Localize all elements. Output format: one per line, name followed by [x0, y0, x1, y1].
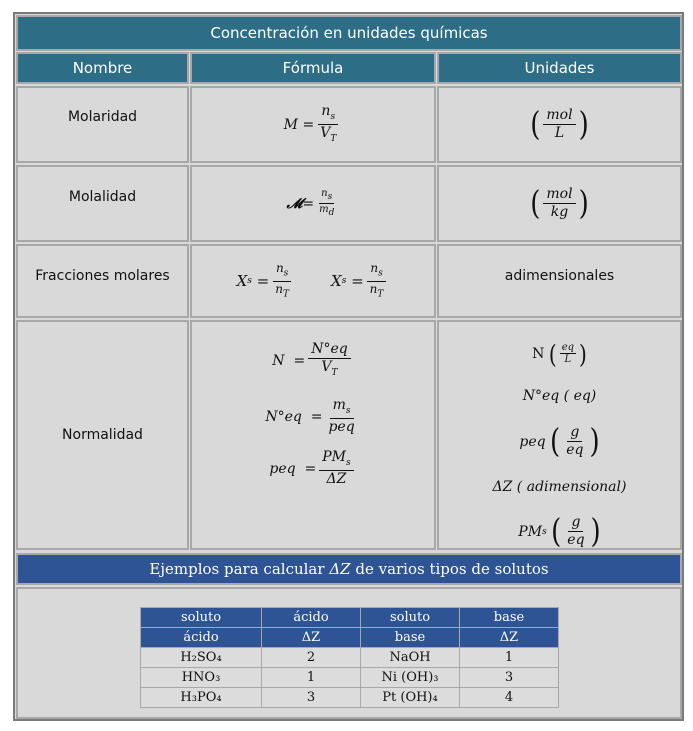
row-molalidad-name: [16, 165, 189, 242]
normalidad-f2-fraction: [325, 398, 357, 435]
row-normalidad-units: [437, 320, 682, 550]
row-fracciones-units: [437, 244, 682, 318]
table-row: [141, 688, 559, 708]
examples-h1-c2: soluto: [361, 608, 460, 628]
molaridad-label: Molaridad: [67, 109, 138, 125]
examples-h2-c3: ΔZ: [460, 628, 559, 648]
row-normalidad-name: [16, 320, 189, 550]
header-unidades: [437, 52, 682, 84]
normalidad-u3-lhs: peq: [519, 433, 546, 450]
table-cell: HNO₃: [141, 668, 262, 688]
normalidad-u1-den: L: [564, 354, 572, 365]
table-cell: 1: [262, 668, 361, 688]
table-cell: NaOH: [361, 648, 460, 668]
normalidad-formula-1: N = $\frac{N^\circ eq}{V_T}$: [272, 342, 353, 379]
normalidad-f2-num-sub: s: [345, 405, 351, 416]
normalidad-f1-den-sub: T: [331, 368, 338, 379]
examples-h1-c0: soluto: [141, 608, 262, 628]
normalidad-f1-fraction: [308, 342, 351, 379]
table-cell: Pt (OH)₄: [361, 688, 460, 708]
molalidad-num: n: [321, 188, 328, 200]
molalidad-den-sub: d: [328, 208, 335, 218]
molaridad-unit-den: L: [554, 125, 565, 141]
molaridad-den-sub: T: [330, 133, 337, 144]
table-cell: 2: [262, 648, 361, 668]
table-cell: 3: [262, 688, 361, 708]
header-formula-text: Fórmula: [282, 59, 344, 77]
examples-title: [16, 553, 682, 585]
fracciones-formula-1: X s = $\frac{n_s}{n_T}$: [237, 262, 295, 300]
header-nombre-text: Nombre: [72, 59, 133, 77]
molalidad-unit-den: kg: [550, 204, 569, 220]
molalidad-label: Molalidad: [68, 189, 137, 205]
fracciones-label: Fracciones molares: [35, 268, 170, 284]
molaridad-fraction: [317, 104, 339, 144]
normalidad-f2-lhs: N°eq: [265, 408, 302, 425]
normalidad-u3-den: eq: [566, 442, 584, 459]
normalidad-u4: ΔZ ( adimensional): [492, 479, 627, 495]
fracciones-x2-fraction: [367, 262, 387, 300]
normalidad-f3-num: PM: [322, 449, 346, 465]
molaridad-num-sub: s: [330, 112, 336, 123]
normalidad-u3: peq ( $\frac{g}{eq}$ ): [519, 423, 600, 461]
examples-title-sym: ΔZ: [329, 560, 351, 578]
table-cell: 4: [460, 688, 559, 708]
normalidad-u5-num: g: [568, 515, 583, 532]
normalidad-u1: N ( $\frac{eq}{L}$ ): [532, 338, 587, 369]
table-cell: H₂SO₄: [141, 648, 262, 668]
fracciones-x2-den-sub: T: [377, 288, 384, 299]
fracciones-x1-den-sub: T: [282, 288, 289, 299]
normalidad-u5-den: eq: [567, 532, 585, 549]
fracciones-x1-fraction: [272, 262, 292, 300]
normalidad-u1-num: eq: [561, 342, 575, 353]
examples-header-row-2: [141, 628, 559, 648]
normalidad-u3-num: g: [567, 425, 582, 442]
molalidad-units: ( $\frac{\text{mol}}{kg}$ ): [530, 184, 589, 223]
normalidad-u5-sub: s: [542, 526, 547, 537]
examples-h2-c0: ácido: [141, 628, 262, 648]
molaridad-units: ( $\frac{\text{mol}}{L}$ ): [530, 105, 589, 144]
fracciones-units: adimensionales: [504, 268, 615, 284]
table-cell: 3: [460, 668, 559, 688]
molaridad-den: V: [320, 125, 331, 141]
row-molaridad-formula: [190, 86, 436, 163]
table-cell: H₃PO₄: [141, 688, 262, 708]
examples-h2-c1: ΔZ: [262, 628, 361, 648]
row-fracciones-name: [16, 244, 189, 318]
normalidad-formula-2: N°eq = $\frac{m_s}{\text{peq}}$: [265, 398, 360, 435]
normalidad-f1-lhs: N: [272, 352, 285, 369]
molaridad-num: n: [321, 103, 331, 120]
examples-h1-c3: base: [460, 608, 559, 628]
table-title: [16, 15, 682, 51]
header-unidades-text: Unidades: [524, 59, 595, 77]
row-molaridad-units: [437, 86, 682, 163]
examples-h1-c1: ácido: [262, 608, 361, 628]
row-fracciones-formula: [190, 244, 436, 318]
table-title-text: Concentración en unidades químicas: [210, 24, 488, 42]
row-molaridad-name: [16, 86, 189, 163]
fracciones-x1-num: n: [275, 261, 284, 276]
molalidad-unit-num: mol: [543, 187, 575, 204]
fracciones-x1-num-sub: s: [283, 268, 289, 279]
normalidad-f3-fraction: [319, 450, 353, 487]
molalidad-fraction: [317, 188, 336, 219]
normalidad-u1-lhs: N: [532, 345, 545, 362]
fracciones-x2-num: n: [370, 261, 379, 276]
normalidad-f3-den: ΔZ: [326, 470, 347, 487]
normalidad-u5: PM s ( $\frac{g}{eq}$ ): [518, 513, 601, 551]
normalidad-formula-3: peq = $\frac{PM_s}{\Delta Z}$: [269, 450, 356, 487]
table-cell: 1: [460, 648, 559, 668]
normalidad-f2-den: peq: [328, 418, 355, 435]
fracciones-x2-lhs: X: [331, 272, 342, 290]
row-molalidad-formula: [190, 165, 436, 242]
normalidad-f1-den: V: [321, 359, 332, 376]
row-molalidad-units: [437, 165, 682, 242]
molalidad-lhs: 𝓜: [286, 195, 303, 212]
normalidad-u5-lhs: PM: [518, 523, 543, 540]
normalidad-f1-num: N°eq: [308, 342, 351, 359]
examples-table: [140, 607, 559, 708]
table-cell: Ni (OH)₃: [361, 668, 460, 688]
table-row: [141, 668, 559, 688]
normalidad-f3-num-sub: s: [346, 457, 351, 468]
header-formula: [190, 52, 436, 84]
normalidad-label: Normalidad: [62, 427, 143, 443]
molalidad-den: m: [319, 204, 329, 215]
header-nombre: [16, 52, 189, 84]
fracciones-x1-lhs: X: [236, 272, 248, 290]
fracciones-x2-sub: s: [341, 276, 347, 286]
molaridad-unit-num: mol: [543, 108, 575, 125]
fracciones-x2-num-sub: s: [378, 268, 383, 279]
fracciones-x1-den: n: [275, 281, 283, 296]
fracciones-x1-sub: s: [247, 276, 252, 286]
molalidad-formula: 𝓜 = $\frac{n_s}{m_d}$: [286, 188, 335, 218]
examples-h2-c2: base: [361, 628, 460, 648]
examples-title-post: de varios tipos de solutos: [350, 560, 549, 578]
molaridad-formula: M = $\frac{n_s}{V_T}$: [284, 104, 343, 144]
examples-title-pre: Ejemplos para calcular: [149, 560, 330, 578]
normalidad-u2: N°eq ( eq): [522, 388, 597, 404]
molalidad-num-sub: s: [327, 192, 333, 203]
table-row: [141, 648, 559, 668]
normalidad-f2-num: m: [332, 397, 346, 413]
examples-header-row-1: [141, 608, 559, 628]
row-normalidad-formula: [190, 320, 436, 550]
molaridad-lhs: M: [283, 116, 298, 133]
fracciones-formula-2: X s = $\frac{n_s}{n_T}$: [331, 262, 389, 300]
fracciones-x2-den: n: [369, 281, 378, 296]
normalidad-f3-lhs: peq: [269, 460, 296, 477]
